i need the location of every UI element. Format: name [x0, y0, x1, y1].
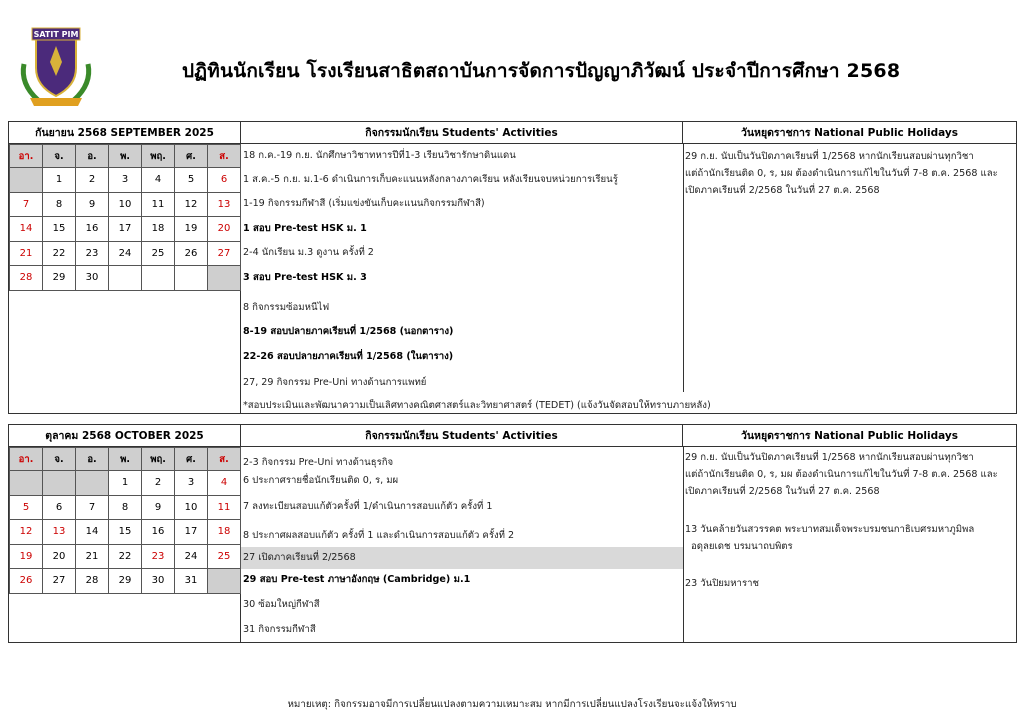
activity-item: 2-4 นักเรียน ม.3 ดูงาน ครั้งที่ 2 [243, 247, 374, 258]
date-cell: 26 [10, 569, 43, 594]
day-header: พฤ. [142, 145, 175, 168]
date-cell: 5 [10, 495, 43, 520]
date-cell: 17 [175, 520, 208, 545]
date-cell: 7 [10, 192, 43, 217]
activity-item: 8-19 สอบปลายภาคเรียนที่ 1/2568 (นอกตาราง) [243, 326, 454, 337]
holiday-line: 23 วันปิยมหาราช [685, 578, 760, 589]
empty-cell [10, 471, 43, 496]
date-cell: 3 [175, 471, 208, 496]
day-header: อา. [10, 448, 43, 471]
day-header: ส. [208, 145, 241, 168]
activity-item: 3 สอบ Pre-test HSK ม. 3 [243, 272, 367, 283]
empty-cell [76, 471, 109, 496]
date-cell: 16 [76, 217, 109, 242]
date-cell: 6 [43, 495, 76, 520]
day-header: ส. [208, 448, 241, 471]
day-header: จ. [43, 448, 76, 471]
date-cell: 26 [175, 241, 208, 266]
date-cell: 2 [142, 471, 175, 496]
month-title: กันยายน 2568 SEPTEMBER 2025 [9, 122, 241, 144]
day-header: อา. [10, 145, 43, 168]
activity-item: 22-26 สอบปลายภาคเรียนที่ 1/2568 (ในตาราง) [243, 351, 454, 362]
day-header: ศ. [175, 448, 208, 471]
date-cell: 4 [142, 168, 175, 193]
date-cell: 1 [109, 471, 142, 496]
holiday-line: 29 ก.ย. นับเป็นวันปิดภาคเรียนที่ 1/2568 หากนักเรียนสอบผ่านทุกวิชา [685, 151, 974, 162]
activity-item: 7 ลงทะเบียนสอบแก้ตัวครั้งที่ 1/ดำเนินการสอบแก้ตัว ครั้งที่ 1 [243, 501, 493, 512]
school-logo [16, 24, 96, 110]
activity-item: 2-3 กิจกรรม Pre-Uni ทางด้านธุรกิจ [243, 457, 394, 468]
holidays-header: วันหยุดราชการ National Public Holidays [683, 122, 1016, 144]
date-cell: 8 [109, 495, 142, 520]
date-cell: 7 [76, 495, 109, 520]
activity-item: 18 ก.ค.-19 ก.ย. นักศึกษาวิชาทหารปีที่1-3 เรียนวิชารักษาดินแดน [243, 150, 516, 161]
date-cell: 23 [76, 241, 109, 266]
holiday-line: อดุลยเดช บรมนาถบพิตร [691, 541, 793, 552]
empty-cell [109, 266, 142, 291]
date-cell: 12 [175, 192, 208, 217]
activity-item: 1-19 กิจกรรมกีฬาสี (เริ่มแข่งขันเก็บคะแนนกิจกรรมกีฬาสี) [243, 198, 485, 209]
date-cell: 24 [109, 241, 142, 266]
activity-item-highlight: 27 เปิดภาคเรียนที่ 2/2568 [241, 547, 683, 569]
activity-item: 1 สอบ Pre-test HSK ม. 1 [243, 223, 367, 234]
date-cell: 12 [10, 520, 43, 545]
day-header: อ. [76, 145, 109, 168]
empty-cell [142, 266, 175, 291]
date-cell: 22 [109, 544, 142, 569]
date-cell: 30 [76, 266, 109, 291]
date-cell: 10 [175, 495, 208, 520]
calendar-spacer [9, 291, 241, 413]
date-cell: 27 [208, 241, 241, 266]
date-cell: 20 [208, 217, 241, 242]
day-header: จ. [43, 145, 76, 168]
holiday-line: แต่ถ้านักเรียนติด 0, ร, มผ ต้องดำเนินการแก้ไขในวันที่ 7-8 ต.ค. 2568 และ [685, 469, 998, 480]
date-cell: 30 [142, 569, 175, 594]
activity-item: 8 ประกาศผลสอบแก้ตัว ครั้งที่ 1 และดำเนินการสอบแก้ตัว ครั้งที่ 2 [243, 530, 515, 541]
day-header: อ. [76, 448, 109, 471]
date-cell: 9 [76, 192, 109, 217]
date-cell: 3 [109, 168, 142, 193]
holiday-line: 29 ก.ย. นับเป็นวันปิดภาคเรียนที่ 1/2568 หากนักเรียนสอบผ่านทุกวิชา [685, 452, 974, 463]
date-cell: 16 [142, 520, 175, 545]
day-header: พ. [109, 145, 142, 168]
date-cell: 17 [109, 217, 142, 242]
september-section [8, 121, 1017, 414]
date-cell: 21 [10, 241, 43, 266]
date-cell: 25 [208, 544, 241, 569]
holidays-text-2 [685, 521, 1013, 555]
october-section [8, 424, 1017, 643]
date-cell: 8 [43, 192, 76, 217]
activity-item: 30 ซ้อมใหญ่กีฬาสี [243, 599, 320, 610]
holiday-line: เปิดภาคเรียนที่ 2/2568 ในวันที่ 27 ต.ค. 2568 [685, 185, 880, 196]
date-cell: 11 [208, 495, 241, 520]
date-cell: 29 [109, 569, 142, 594]
tedet-note: *สอบประเมินและพัฒนาความเป็นเลิศทางคณิตศาสตร์และวิทยาศาสตร์ (TEDET) (แจ้งวันจัดสอบให้ทราบภายหลัง) [243, 400, 711, 411]
date-cell: 11 [142, 192, 175, 217]
empty-cell [175, 266, 208, 291]
month-title: ตุลาคม 2568 OCTOBER 2025 [9, 425, 241, 447]
date-cell: 27 [43, 569, 76, 594]
date-cell: 19 [10, 544, 43, 569]
date-cell: 5 [175, 168, 208, 193]
date-cell: 21 [76, 544, 109, 569]
date-cell: 22 [43, 241, 76, 266]
date-cell: 1 [43, 168, 76, 193]
activity-item: 8 กิจกรรมซ้อมหนีไฟ [243, 302, 330, 313]
holidays-text [685, 148, 1013, 199]
date-cell: 18 [142, 217, 175, 242]
svg-text:SATIT PIM: SATIT PIM [33, 30, 79, 39]
day-header: ศ. [175, 145, 208, 168]
date-cell: 13 [43, 520, 76, 545]
holiday-line: เปิดภาคเรียนที่ 2/2568 ในวันที่ 27 ต.ค. 2568 [685, 486, 880, 497]
activity-item: 31 กิจกรรมกีฬาสี [243, 624, 316, 635]
empty-cell [208, 569, 241, 594]
page-title: ปฏิทินนักเรียน โรงเรียนสาธิตสถาบันการจัดการปัญญาภิวัฒน์ ประจำปีการศึกษา 2568 [182, 60, 901, 82]
column-divider [683, 447, 684, 642]
calendar-spacer [9, 594, 241, 642]
footer-note: หมายเหตุ: กิจกรรมอาจมีการเปลี่ยนแปลงตามความเหมาะสม หากมีการเปลี่ยนแปลงโรงเรียนจะแจ้งให้ทราบ [287, 699, 737, 710]
activities-header: กิจกรรมนักเรียน Students' Activities [241, 122, 683, 144]
date-cell: 6 [208, 168, 241, 193]
date-cell: 31 [175, 569, 208, 594]
date-cell: 23 [142, 544, 175, 569]
date-cell: 28 [10, 266, 43, 291]
empty-cell [10, 168, 43, 193]
date-cell: 29 [43, 266, 76, 291]
date-cell: 24 [175, 544, 208, 569]
holidays-header: วันหยุดราชการ National Public Holidays [683, 425, 1016, 447]
column-divider [683, 144, 684, 392]
holiday-line: แต่ถ้านักเรียนติด 0, ร, มผ ต้องดำเนินการแก้ไขในวันที่ 7-8 ต.ค. 2568 และ [685, 168, 998, 179]
date-cell: 4 [208, 471, 241, 496]
activities-header: กิจกรรมนักเรียน Students' Activities [241, 425, 683, 447]
empty-cell [43, 471, 76, 496]
date-cell: 2 [76, 168, 109, 193]
holidays-text [685, 449, 1013, 500]
activity-item: 29 สอบ Pre-test ภาษาอังกฤษ (Cambridge) ม.1 [243, 574, 471, 585]
activity-item: 27, 29 กิจกรรม Pre-Uni ทางด้านการแพทย์ [243, 377, 427, 388]
calendar-september [9, 144, 241, 291]
date-cell: 18 [208, 520, 241, 545]
holidays-text-3 [685, 575, 1013, 592]
day-header: พ. [109, 448, 142, 471]
day-header: พฤ. [142, 448, 175, 471]
holiday-line: 13 วันคล้ายวันสวรรคต พระบาทสมเด็จพระบรมชนกาธิเบศรมหาภูมิพล [685, 524, 975, 535]
activity-item: 1 ส.ค.-5 ก.ย. ม.1-6 ดำเนินการเก็บคะแนนหลังกลางภาคเรียน หลังเรียนจบหน่วยการเรียนรู้ [243, 174, 618, 185]
date-cell: 15 [109, 520, 142, 545]
date-cell: 14 [76, 520, 109, 545]
calendar-october [9, 447, 241, 594]
date-cell: 9 [142, 495, 175, 520]
activity-item: 6 ประกาศรายชื่อนักเรียนติด 0, ร, มผ [243, 475, 399, 486]
date-cell: 19 [175, 217, 208, 242]
date-cell: 20 [43, 544, 76, 569]
date-cell: 14 [10, 217, 43, 242]
date-cell: 15 [43, 217, 76, 242]
date-cell: 25 [142, 241, 175, 266]
date-cell: 10 [109, 192, 142, 217]
date-cell: 13 [208, 192, 241, 217]
empty-cell [208, 266, 241, 291]
date-cell: 28 [76, 569, 109, 594]
